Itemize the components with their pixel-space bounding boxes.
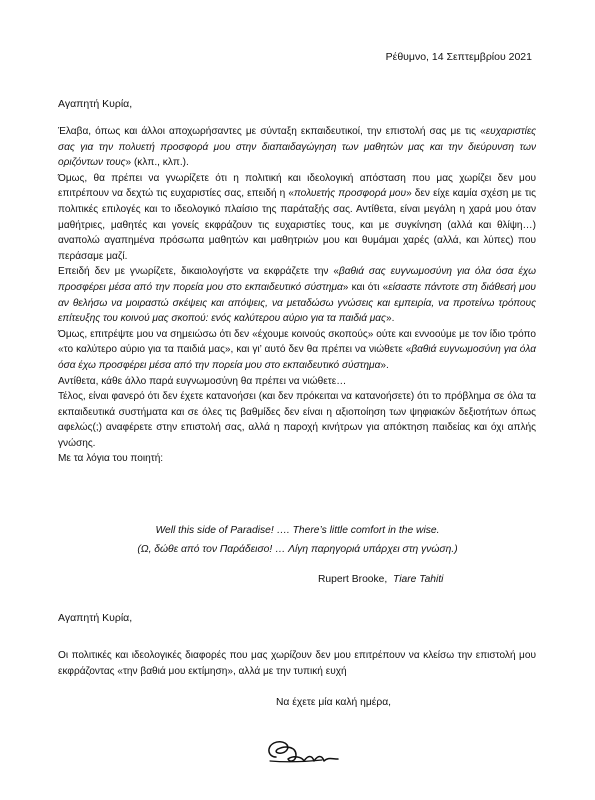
paragraph-6: Τέλος, είναι φανερό ότι δεν έχετε κατανοήσει (και δεν πρόκειται να κατανοήσετε) ότι το πρόβλημα σε όλα τα εκπαιδευτικά συστήματα και σε όλες τις βαθμίδες δεν είναι η αξιοποίηση των ψηφιακών δεξιοτήτων όπως αφελώς(;) αναφέρετε στην επιστολή σας, αλλά η παροχή κινήτρων για απόκτηση παιδείας και όχι απλής γνώσης.	[58, 391, 536, 449]
p2-text-c: » δεν είχε καμία σχέση με τις πολιτικές επιλογές και το ιδεολογικό πλαίσιο της παράταξής σας. Αντίθετα, είναι μεγάλη η χαρά μου όταν μαθήτριες, μαθητές και γονείς εκφράζουν τις ευχαριστίες τους, και με συγκίνηση (αλλά και θλίψη…) αναπολώ αγαπημένα πρόσωπα μαθητών και μαθητριών μου και θυμάμαι χαρές (αλλά, και λύπες) που περάσαμε μαζί.	[58, 188, 536, 262]
p4-text-a: Όμως, επιτρέψτε μου να σημειώσω ότι δεν «έχουμε κοινούς σκοπούς» ούτε και εννοούμε με τον ίδιο τρόπο «το καλύτερο αύριο για τα παιδιά μας», και γι’ αυτό δεν θα πρέπει να νιώθετε «	[58, 328, 536, 356]
paragraph-5: Αντίθετα, κάθε άλλο παρά ευγνωμοσύνη θα πρέπει να νιώθετε…	[58, 375, 347, 387]
paragraph-3	[58, 264, 536, 326]
paragraph-2	[58, 171, 536, 265]
paragraph-7: Με τα λόγια του ποιητή:	[58, 453, 164, 465]
poem-author: Rupert Brooke,	[318, 574, 388, 585]
p2-text-a: Όμως, θα πρέπει να γνωρίζετε ότι η πολιτική και ιδεολογική απόσταση που μας χωρίζει δεν μου επιτρέπουν να δεχτώ τις ευχαριστίες σας, επειδή η «	[58, 172, 536, 200]
p2-italic-quote: πολυετής προσφορά μου	[294, 188, 407, 200]
sign-off: Να έχετε μία καλή ημέρα,	[276, 697, 392, 708]
p3-italic-quote-2: είσαστε πάντοτε στη διάθεσή μου αν θελήσω να μοιραστώ σκέψεις και απόψεις, να μεταδώσω γνώσεις και εμπειρία, να προτείνω τρόπους επίτευξης του κοινού μας σκοπού: ενός καλύτερου αύριο για τα παιδιά μας	[58, 281, 536, 325]
handwritten-signature	[262, 735, 342, 771]
poem-quote-english: Well this side of Paradise! …. There’s little comfort in the wise.	[155, 525, 440, 536]
letter-body	[58, 124, 536, 467]
poem-title: Tiare Tahiti	[393, 574, 444, 585]
p3-text-c: » και ότι «	[342, 281, 389, 293]
p3-text-a: Επειδή δεν με γνωρίζετε, δικαιολογήστε να εκφράζετε την «	[58, 266, 340, 278]
p1-text-a: Έλαβα, όπως και άλλοι αποχωρήσαντες με σύνταξη εκπαιδευτικοί, την επιστολή σας με τις «	[58, 126, 486, 137]
paragraph-4	[58, 327, 536, 374]
salutation-closing: Αγαπητή Κυρία,	[58, 612, 133, 624]
closing-text: Οι πολιτικές και ιδεολογικές διαφορές που μας χωρίζουν δεν μου επιτρέπουν να κλείσω την επιστολή μου εκφράζοντας «την βαθιά μου εκτίμηση», αλλά με την τυπική ευχή	[58, 650, 536, 677]
poem-attribution	[318, 574, 443, 585]
p4-text-c: ».	[380, 359, 389, 371]
letter-date: Ρέθυμνο, 14 Σεπτεμβρίου 2021	[385, 51, 532, 63]
p3-italic-quote-1: βαθιά σας ευγνωμοσύνη για όλα όσα έχω προσφέρει μέσα από την πορεία μου στο εκπαιδευτικό σύστημα	[58, 266, 536, 293]
paragraph-1	[58, 124, 536, 171]
p4-italic-quote: βαθιά ευγνωμοσύνη για όλα όσα έχω προσφέρει μέσα από την πορεία μου στο εκπαιδευτικό σύστημα	[58, 344, 536, 371]
closing-paragraph	[58, 648, 536, 679]
p1-italic-quote: ευχαριστίες σας για την πολυετή προσφορά μου στην διαπαιδαγώγηση των μαθητών μας και την διεύρυνση των οριζόντων τους	[58, 126, 536, 169]
p1-text-c: » (κλπ., κλπ.).	[125, 157, 189, 169]
poem-quote-greek: (Ω, δώθε από τον Παράδεισο! … Λίγη παρηγοριά υπάρχει στη γνώση.)	[137, 544, 458, 555]
p3-text-e: ».	[385, 313, 395, 325]
salutation: Αγαπητή Κυρία,	[58, 98, 133, 110]
